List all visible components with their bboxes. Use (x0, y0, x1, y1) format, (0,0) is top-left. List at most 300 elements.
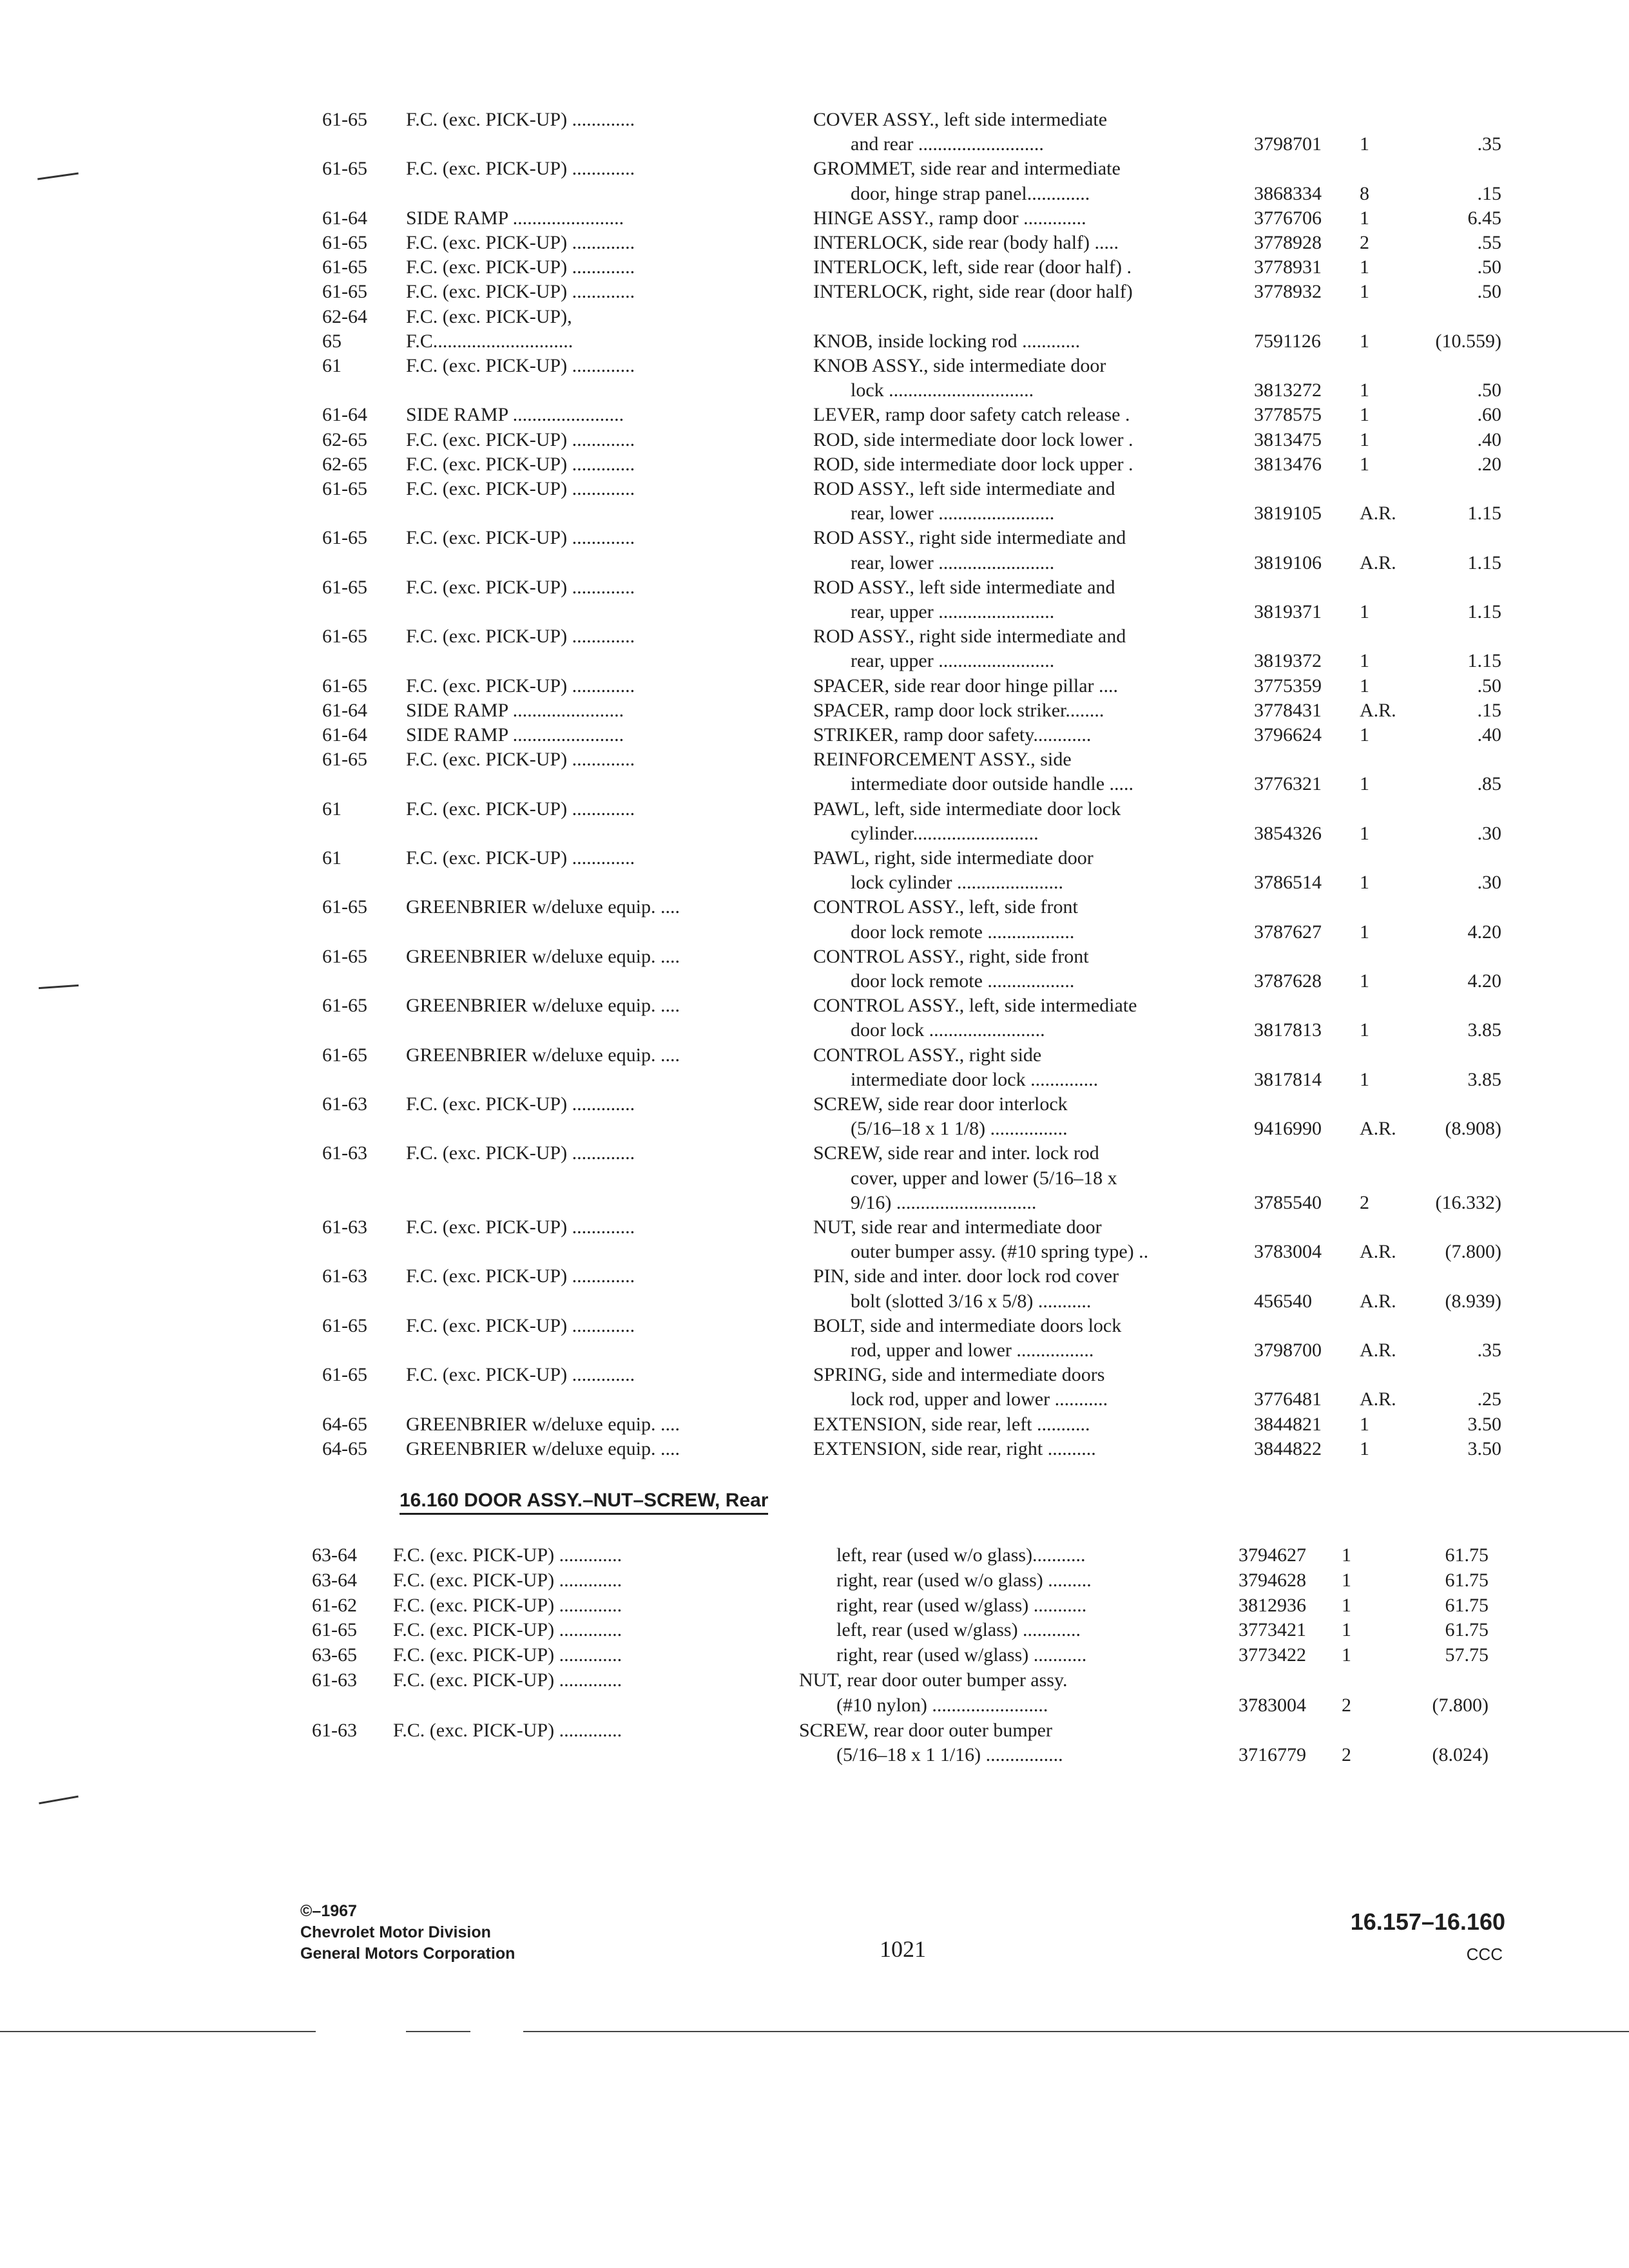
row-quantity: 1 (1360, 601, 1369, 622)
table-row (0, 1019, 1629, 1042)
table-row (0, 601, 1629, 624)
row-part-number: 3813476 (1254, 453, 1322, 475)
row-model: F.C. (exc. PICK-UP) ............. (406, 256, 635, 278)
row-year: 65 (322, 330, 342, 352)
table-row (0, 231, 1629, 255)
row-part-number: 3773421 (1239, 1619, 1306, 1641)
row-model: F.C. (exc. PICK-UP) ............. (406, 355, 635, 376)
row-quantity: 1 (1360, 675, 1369, 697)
table-row (0, 576, 1629, 599)
row-model: F.C. (exc. PICK-UP) ............. (393, 1669, 622, 1691)
row-year: 61-64 (322, 724, 367, 745)
row-price: 61.75 (1445, 1594, 1489, 1616)
row-model: GREENBRIER w/deluxe equip. .... (406, 1044, 680, 1066)
table-row (0, 1290, 1629, 1313)
row-model: SIDE RAMP ....................... (406, 404, 624, 426)
table-row (0, 649, 1629, 673)
row-year: 61-65 (322, 281, 367, 303)
ccc-code: CCC (1466, 1945, 1503, 1964)
row-part-number: 3776321 (1254, 773, 1322, 795)
row-year: 61-65 (322, 1314, 367, 1336)
row-model: F.C. (exc. PICK-UP) ............. (393, 1594, 622, 1616)
row-description: STRIKER, ramp door safety............ (813, 724, 1092, 745)
row-year: 61-65 (322, 896, 367, 918)
table-row (0, 477, 1629, 501)
row-price: .30 (1477, 872, 1501, 894)
row-model: F.C. (exc. PICK-UP) ............. (393, 1719, 622, 1741)
row-price: (7.800) (1445, 1241, 1501, 1263)
row-description: rear, lower ........................ (851, 503, 1055, 524)
row-quantity: 1 (1360, 281, 1369, 303)
row-part-number: 3786514 (1254, 872, 1322, 894)
row-year: 61-65 (322, 1364, 367, 1386)
table-row (0, 1191, 1629, 1215)
row-part-number: 3776706 (1254, 207, 1322, 229)
table-row (0, 1694, 1629, 1717)
row-model: F.C. (exc. PICK-UP) ............. (406, 1314, 635, 1336)
table-row (0, 1744, 1629, 1767)
table-row (0, 133, 1629, 156)
row-model: F.C. (exc. PICK-UP) ............. (406, 576, 635, 598)
row-model: F.C. (exc. PICK-UP) ............. (406, 478, 635, 499)
row-price: (16.332) (1435, 1191, 1501, 1213)
row-quantity: 1 (1360, 1437, 1369, 1459)
row-description: bolt (slotted 3/16 x 5/8) ........... (851, 1290, 1092, 1312)
row-description: ROD ASSY., left side intermediate and (813, 576, 1115, 598)
row-description: PAWL, right, side intermediate door (813, 847, 1094, 869)
row-price: 61.75 (1445, 1619, 1489, 1641)
row-part-number: 3794627 (1239, 1544, 1306, 1566)
table-row (0, 1339, 1629, 1362)
row-description: left, rear (used w/glass) ............ (836, 1619, 1081, 1641)
row-model: F.C. (exc. PICK-UP) ............. (393, 1619, 622, 1641)
section-range: 16.157–16.160 (1350, 1908, 1505, 1935)
table-row (0, 1363, 1629, 1387)
row-part-number: 3813475 (1254, 428, 1322, 450)
row-part-number: 3776481 (1254, 1389, 1322, 1410)
row-model: F.C. (exc. PICK-UP) ............. (406, 1093, 635, 1115)
row-year: 61-65 (322, 576, 367, 598)
row-part-number: 3794628 (1239, 1569, 1306, 1591)
row-description: SCREW, side rear door interlock (813, 1093, 1068, 1115)
row-part-number: 3778932 (1254, 281, 1322, 303)
row-quantity: 1 (1342, 1619, 1351, 1641)
row-price: 3.85 (1467, 1019, 1501, 1041)
row-quantity: A.R. (1360, 699, 1396, 721)
table-row (0, 305, 1629, 329)
row-description: cylinder.......................... (851, 822, 1039, 844)
row-price: .15 (1477, 699, 1501, 721)
row-description: CONTROL ASSY., left, side front (813, 896, 1078, 918)
row-quantity: A.R. (1360, 1290, 1396, 1312)
corporation-name: General Motors Corporation (300, 1945, 516, 1963)
table-row (0, 428, 1629, 452)
table-row (0, 798, 1629, 821)
page-edge-line (523, 2031, 1629, 2032)
row-year: 61-63 (322, 1142, 367, 1164)
page-number: 1021 (880, 1936, 926, 1962)
row-year: 61-63 (312, 1719, 357, 1741)
row-model: GREENBRIER w/deluxe equip. .... (406, 995, 680, 1017)
table-row (0, 871, 1629, 894)
row-model: F.C. (exc. PICK-UP) ............. (406, 428, 635, 450)
table-row (0, 1117, 1629, 1140)
row-description: INTERLOCK, side rear (body half) ..... (813, 232, 1119, 253)
row-quantity: 1 (1342, 1644, 1351, 1666)
row-price: 61.75 (1445, 1569, 1489, 1591)
row-description: (#10 nylon) ........................ (836, 1694, 1048, 1716)
row-price: 1.15 (1467, 601, 1501, 622)
row-quantity: 1 (1360, 1019, 1369, 1041)
row-year: 61-65 (322, 1044, 367, 1066)
row-description: BOLT, side and intermediate doors lock (813, 1314, 1122, 1336)
table-row (0, 502, 1629, 525)
row-year: 63-64 (312, 1544, 357, 1566)
row-part-number: 3716779 (1239, 1744, 1306, 1766)
row-description: KNOB ASSY., side intermediate door (813, 355, 1106, 376)
row-description: SCREW, rear door outer bumper (799, 1719, 1052, 1741)
table-row (0, 157, 1629, 180)
table-row (0, 108, 1629, 131)
row-part-number: 3813272 (1254, 380, 1322, 401)
division-name: Chevrolet Motor Division (300, 1923, 491, 1941)
row-quantity: A.R. (1360, 1118, 1396, 1140)
row-description: INTERLOCK, left, side rear (door half) . (813, 256, 1132, 278)
row-description: REINFORCEMENT ASSY., side (813, 749, 1072, 771)
table-row (0, 1216, 1629, 1239)
row-year: 61-65 (322, 527, 367, 549)
row-description: rod, upper and lower ................ (851, 1340, 1094, 1361)
row-price: (8.908) (1445, 1118, 1501, 1140)
row-part-number: 3778931 (1254, 256, 1322, 278)
table-row (0, 847, 1629, 870)
row-year: 61-63 (322, 1093, 367, 1115)
row-model: F.C. (exc. PICK-UP) ............. (393, 1569, 622, 1591)
row-quantity: 1 (1360, 380, 1369, 401)
row-quantity: 1 (1360, 773, 1369, 795)
table-row (0, 403, 1629, 427)
row-part-number: 3783004 (1239, 1694, 1306, 1716)
row-description: door, hinge strap panel............. (851, 182, 1090, 204)
row-model: F.C. (exc. PICK-UP) ............. (406, 626, 635, 648)
row-price: .50 (1477, 256, 1501, 278)
row-model: F.C. (exc. PICK-UP) ............. (406, 1265, 635, 1287)
row-quantity: A.R. (1360, 503, 1396, 524)
row-price: 6.45 (1467, 207, 1501, 229)
row-model: GREENBRIER w/deluxe equip. .... (406, 896, 680, 918)
table-row (0, 1093, 1629, 1116)
row-quantity: 1 (1360, 872, 1369, 894)
table-row (0, 1068, 1629, 1091)
row-price: (8.939) (1445, 1290, 1501, 1312)
row-model: F.C. (exc. PICK-UP) ............. (406, 1142, 635, 1164)
row-model: F.C. (exc. PICK-UP) ............. (406, 675, 635, 697)
row-description: LEVER, ramp door safety catch release . (813, 404, 1130, 426)
table-row (0, 724, 1629, 747)
table-row (0, 896, 1629, 919)
row-year: 61-65 (322, 158, 367, 180)
row-price: .30 (1477, 822, 1501, 844)
row-description: GROMMET, side rear and intermediate (813, 158, 1121, 180)
row-model: F.C. (exc. PICK-UP), (406, 305, 572, 327)
table-row (0, 1569, 1629, 1592)
table-row (0, 379, 1629, 402)
row-model: F.C. (exc. PICK-UP) ............. (406, 847, 635, 869)
row-model: GREENBRIER w/deluxe equip. .... (406, 945, 680, 967)
row-quantity: A.R. (1360, 1241, 1396, 1263)
table-row (0, 1314, 1629, 1338)
row-part-number: 7591126 (1254, 330, 1321, 352)
row-part-number: 3778575 (1254, 404, 1322, 426)
row-part-number: 3787628 (1254, 970, 1322, 992)
row-quantity: 1 (1360, 1413, 1369, 1435)
row-price: 3.50 (1467, 1413, 1501, 1435)
table-row (0, 1594, 1629, 1617)
row-price: .20 (1477, 453, 1501, 475)
row-price: .15 (1477, 182, 1501, 204)
row-part-number: 3778928 (1254, 232, 1322, 253)
row-part-number: 3812936 (1239, 1594, 1306, 1616)
table-row (0, 330, 1629, 353)
row-part-number: 3844822 (1254, 1437, 1322, 1459)
table-row (0, 182, 1629, 206)
table-row (0, 207, 1629, 230)
table-row (0, 354, 1629, 378)
row-part-number: 3778431 (1254, 699, 1322, 721)
row-description: lock cylinder ...................... (851, 872, 1063, 894)
table-row (0, 1719, 1629, 1742)
row-year: 61-64 (322, 699, 367, 721)
row-description: door lock ........................ (851, 1019, 1045, 1041)
row-quantity: 1 (1360, 404, 1369, 426)
row-part-number: 3819106 (1254, 552, 1322, 573)
row-part-number: 3868334 (1254, 182, 1322, 204)
row-description: rear, upper ........................ (851, 650, 1055, 672)
table-row (0, 1669, 1629, 1692)
row-model: F.C. (exc. PICK-UP) ............. (393, 1544, 622, 1566)
row-year: 61-65 (322, 109, 367, 130)
row-description: PIN, side and inter. door lock rod cover (813, 1265, 1119, 1287)
row-description: KNOB, inside locking rod ............ (813, 330, 1081, 352)
row-price: .40 (1477, 428, 1501, 450)
row-model: F.C. (exc. PICK-UP) ............. (406, 158, 635, 180)
row-year: 61-65 (322, 478, 367, 499)
row-price: (10.559) (1435, 330, 1501, 352)
row-part-number: 3817813 (1254, 1019, 1322, 1041)
row-price: 3.85 (1467, 1068, 1501, 1090)
row-description: SPACER, side rear door hinge pillar .... (813, 675, 1119, 697)
row-quantity: 1 (1342, 1569, 1351, 1591)
row-description: CONTROL ASSY., right side (813, 1044, 1042, 1066)
page-edge-line (406, 2031, 470, 2032)
row-description: rear, lower ........................ (851, 552, 1055, 573)
row-part-number: 3783004 (1254, 1241, 1322, 1263)
row-year: 61-65 (322, 675, 367, 697)
table-row (0, 256, 1629, 279)
table-row (0, 1413, 1629, 1436)
row-part-number: 3819105 (1254, 503, 1322, 524)
row-year: 62-64 (322, 305, 367, 327)
row-part-number: 3817814 (1254, 1068, 1322, 1090)
row-price: .85 (1477, 773, 1501, 795)
row-model: F.C. (exc. PICK-UP) ............. (406, 1364, 635, 1386)
table-row (0, 748, 1629, 771)
page-edge-line (0, 2031, 316, 2032)
row-description: ROD ASSY., left side intermediate and (813, 478, 1115, 499)
row-quantity: 1 (1360, 650, 1369, 672)
row-price: 1.15 (1467, 503, 1501, 524)
row-price: .50 (1477, 281, 1501, 303)
row-quantity: 1 (1360, 256, 1369, 278)
table-row (0, 1437, 1629, 1461)
row-price: 57.75 (1445, 1644, 1489, 1666)
row-description: outer bumper assy. (#10 spring type) .. (851, 1241, 1149, 1263)
row-part-number: 3819371 (1254, 601, 1322, 622)
table-row (0, 1388, 1629, 1411)
table-row (0, 526, 1629, 550)
row-part-number: 9416990 (1254, 1118, 1322, 1140)
row-model: GREENBRIER w/deluxe equip. .... (406, 1437, 680, 1459)
row-price: (7.800) (1432, 1694, 1489, 1716)
table-row (0, 1544, 1629, 1567)
row-quantity: 1 (1360, 921, 1369, 943)
row-price: .40 (1477, 724, 1501, 745)
row-year: 61-65 (322, 945, 367, 967)
row-year: 61-63 (322, 1265, 367, 1287)
row-quantity: A.R. (1360, 552, 1396, 573)
row-model: F.C. (exc. PICK-UP) ............. (406, 527, 635, 549)
table-row (0, 773, 1629, 796)
table-row (0, 994, 1629, 1017)
row-part-number: 3798701 (1254, 133, 1322, 155)
row-quantity: 8 (1360, 182, 1369, 204)
row-quantity: 1 (1360, 133, 1369, 155)
row-year: 64-65 (322, 1437, 367, 1459)
row-year: 61-65 (322, 256, 367, 278)
row-description: right, rear (used w/glass) ........... (836, 1644, 1087, 1666)
row-price: .50 (1477, 675, 1501, 697)
row-model: F.C. (exc. PICK-UP) ............. (406, 109, 635, 130)
row-quantity: 1 (1360, 453, 1369, 475)
row-description: NUT, rear door outer bumper assy. (799, 1669, 1068, 1691)
table-row (0, 1142, 1629, 1165)
row-description: (5/16–18 x 1 1/16) ................ (836, 1744, 1063, 1766)
row-year: 63-65 (312, 1644, 357, 1666)
row-description: (5/16–18 x 1 1/8) ................ (851, 1118, 1068, 1140)
row-part-number: 456540 (1254, 1290, 1312, 1312)
row-price: (8.024) (1432, 1744, 1489, 1766)
row-description: COVER ASSY., left side intermediate (813, 109, 1108, 130)
table-row (0, 699, 1629, 722)
row-quantity: 1 (1342, 1594, 1351, 1616)
row-price: .35 (1477, 1340, 1501, 1361)
row-model: F.C............................. (406, 330, 574, 352)
row-part-number: 3854326 (1254, 822, 1322, 844)
table-row (0, 453, 1629, 476)
row-description: PAWL, left, side intermediate door lock (813, 798, 1121, 820)
table-row (0, 552, 1629, 575)
row-year: 63-64 (312, 1569, 357, 1591)
row-description: HINGE ASSY., ramp door ............. (813, 207, 1086, 229)
row-description: INTERLOCK, right, side rear (door half) (813, 281, 1133, 303)
row-quantity: 1 (1360, 330, 1369, 352)
row-model: F.C. (exc. PICK-UP) ............. (406, 232, 635, 253)
row-description: right, rear (used w/o glass) ......... (836, 1569, 1092, 1591)
row-price: .35 (1477, 133, 1501, 155)
table-row (0, 921, 1629, 944)
row-description: EXTENSION, side rear, left ........... (813, 1413, 1090, 1435)
row-part-number: 3775359 (1254, 675, 1322, 697)
row-part-number: 3773422 (1239, 1644, 1306, 1666)
row-description: ROD ASSY., right side intermediate and (813, 626, 1126, 648)
table-row (0, 625, 1629, 648)
row-model: SIDE RAMP ....................... (406, 699, 624, 721)
section-heading: 16.160 DOOR ASSY.–NUT–SCREW, Rear (400, 1490, 768, 1515)
row-quantity: 1 (1360, 970, 1369, 992)
row-description: ROD, side intermediate door lock upper . (813, 453, 1133, 475)
table-row (0, 1619, 1629, 1642)
row-price: .50 (1477, 380, 1501, 401)
row-model: GREENBRIER w/deluxe equip. .... (406, 1413, 680, 1435)
row-description: SCREW, side rear and inter. lock rod (813, 1142, 1099, 1164)
row-part-number: 3787627 (1254, 921, 1322, 943)
row-price: 1.15 (1467, 552, 1501, 573)
row-model: F.C. (exc. PICK-UP) ............. (406, 749, 635, 771)
row-year: 61-65 (312, 1619, 357, 1641)
row-model: SIDE RAMP ....................... (406, 207, 624, 229)
row-year: 61 (322, 355, 342, 376)
footer-publisher (300, 1901, 515, 1965)
row-quantity: 1 (1360, 428, 1369, 450)
row-description: CONTROL ASSY., left, side intermediate (813, 995, 1137, 1017)
row-quantity: 1 (1360, 822, 1369, 844)
row-year: 61 (322, 798, 342, 820)
table-row (0, 1167, 1629, 1190)
copyright: ©–1967 (300, 1902, 357, 1920)
row-model: F.C. (exc. PICK-UP) ............. (393, 1644, 622, 1666)
row-quantity: 1 (1342, 1544, 1351, 1566)
row-part-number: 3785540 (1254, 1191, 1322, 1213)
table-row (0, 280, 1629, 303)
row-model: F.C. (exc. PICK-UP) ............. (406, 798, 635, 820)
row-quantity: A.R. (1360, 1340, 1396, 1361)
row-price: 1.15 (1467, 650, 1501, 672)
row-quantity: 1 (1360, 1068, 1369, 1090)
row-description: left, rear (used w/o glass)........... (836, 1544, 1086, 1566)
row-year: 62-65 (322, 453, 367, 475)
row-description: lock rod, upper and lower ........... (851, 1389, 1108, 1410)
row-description: SPACER, ramp door lock striker........ (813, 699, 1104, 721)
row-description: intermediate door outside handle ..... (851, 773, 1134, 795)
row-quantity: 2 (1360, 1191, 1369, 1213)
row-price: 61.75 (1445, 1544, 1489, 1566)
row-model: SIDE RAMP ....................... (406, 724, 624, 745)
row-description: right, rear (used w/glass) ........... (836, 1594, 1087, 1616)
row-quantity: 2 (1342, 1694, 1351, 1716)
row-year: 61-64 (322, 404, 367, 426)
row-description: 9/16) ............................. (851, 1191, 1037, 1213)
row-year: 61-62 (312, 1594, 357, 1616)
table-row (0, 1644, 1629, 1667)
row-description: rear, upper ........................ (851, 601, 1055, 622)
row-description: ROD ASSY., right side intermediate and (813, 527, 1126, 549)
row-quantity: 2 (1342, 1744, 1351, 1766)
row-description: EXTENSION, side rear, right .......... (813, 1437, 1096, 1459)
row-model: F.C. (exc. PICK-UP) ............. (406, 453, 635, 475)
row-part-number: 3819372 (1254, 650, 1322, 672)
row-year: 61-63 (322, 1216, 367, 1238)
row-price: .25 (1477, 1389, 1501, 1410)
